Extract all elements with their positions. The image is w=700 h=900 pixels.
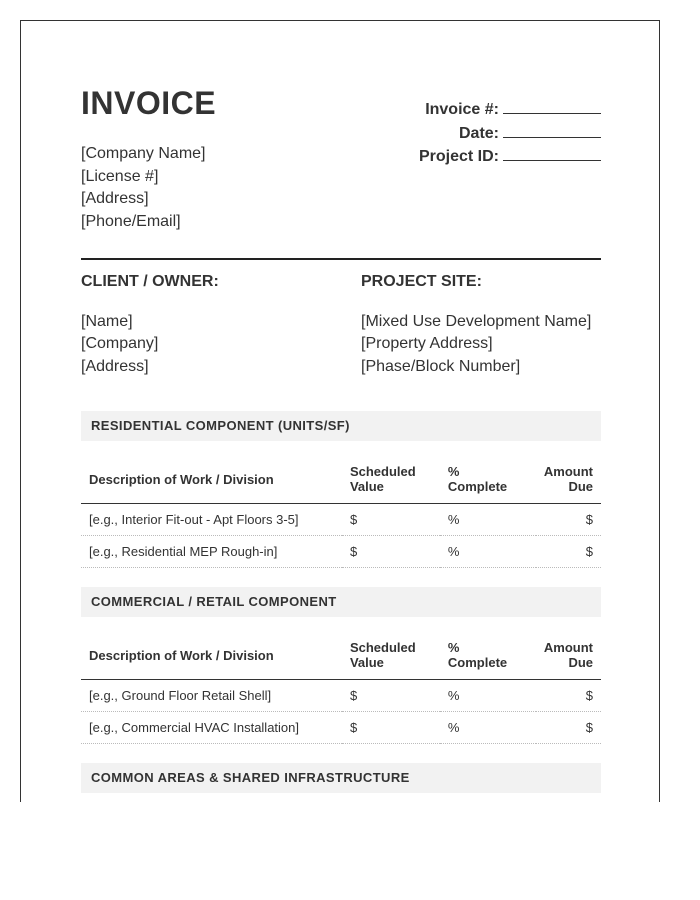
client-company[interactable]: [Company] — [81, 335, 159, 352]
invoice-title: INVOICE — [81, 85, 217, 121]
project-site-heading: PROJECT SITE: — [361, 273, 482, 290]
table-header-row — [81, 631, 601, 680]
row-description[interactable]: [e.g., Interior Fit-out - Apt Floors 3-5] — [81, 504, 342, 536]
column-amount-due — [536, 455, 601, 504]
row-amount-due[interactable]: $ — [536, 712, 601, 744]
column-amount-label: Amount — [543, 640, 593, 655]
section-header-common-areas: COMMON AREAS & SHARED INFRASTRUCTURE — [81, 763, 601, 793]
invoice-number-label: Invoice #: — [425, 101, 499, 118]
client-heading: CLIENT / OWNER: — [81, 273, 219, 290]
column-amount-label: Amount — [543, 464, 593, 479]
row-amount-due[interactable]: $ — [536, 680, 601, 712]
client-address[interactable]: [Address] — [81, 357, 149, 375]
column-description: Description of Work / Division — [81, 455, 342, 504]
column-scheduled-value — [342, 631, 440, 680]
column-percent-label: % — [447, 464, 460, 479]
client-name[interactable]: [Name] — [81, 312, 133, 330]
project-site-phase[interactable]: [Phase/Block Number] — [361, 357, 521, 375]
project-id-row — [419, 145, 601, 169]
project-site-address[interactable]: [Property Address] — [361, 335, 493, 352]
column-amount-due — [536, 631, 601, 680]
project-id-field[interactable] — [503, 145, 601, 161]
invoice-page — [20, 20, 660, 802]
table-row — [81, 536, 601, 568]
invoice-date-row — [419, 122, 601, 146]
row-scheduled-value[interactable]: $ — [342, 504, 440, 536]
row-percent-complete[interactable]: % — [440, 712, 536, 744]
commercial-table — [81, 631, 601, 744]
column-description: Description of Work / Division — [81, 631, 342, 680]
column-complete-label: Complete — [447, 479, 508, 494]
table-row — [81, 504, 601, 536]
column-due-label: Due — [568, 655, 593, 670]
column-complete-label: Complete — [447, 655, 508, 670]
company-info — [81, 143, 206, 233]
section-header-commercial: COMMERCIAL / RETAIL COMPONENT — [81, 587, 601, 617]
header-divider — [81, 258, 601, 260]
project-site-block — [361, 271, 591, 378]
company-license[interactable]: [License #] — [81, 167, 159, 185]
row-percent-complete[interactable]: % — [440, 536, 536, 568]
row-scheduled-value[interactable]: $ — [342, 712, 440, 744]
invoice-meta — [419, 98, 601, 169]
table-row — [81, 712, 601, 744]
column-due-label: Due — [568, 479, 593, 494]
company-address[interactable]: [Address] — [81, 190, 149, 207]
invoice-date-field[interactable] — [503, 122, 601, 138]
invoice-date-label: Date: — [458, 124, 499, 142]
row-scheduled-value[interactable]: $ — [342, 536, 440, 568]
row-amount-due[interactable]: $ — [536, 504, 601, 536]
row-description[interactable]: [e.g., Ground Floor Retail Shell] — [81, 680, 342, 712]
company-contact[interactable]: [Phone/Email] — [81, 212, 181, 230]
column-scheduled-label: Scheduled — [349, 640, 416, 655]
column-value-label: Value — [349, 479, 384, 494]
row-scheduled-value[interactable]: $ — [342, 680, 440, 712]
column-scheduled-label: Scheduled — [349, 464, 416, 479]
column-percent-label: % — [447, 640, 460, 655]
row-description[interactable]: [e.g., Commercial HVAC Installation] — [81, 712, 342, 744]
row-amount-due[interactable]: $ — [536, 536, 601, 568]
project-site-name[interactable]: [Mixed Use Development Name] — [361, 312, 592, 330]
row-percent-complete[interactable]: % — [440, 680, 536, 712]
invoice-number-field[interactable] — [503, 98, 601, 114]
row-description[interactable]: [e.g., Residential MEP Rough-in] — [81, 536, 342, 568]
table-header-row — [81, 455, 601, 504]
column-value-label: Value — [349, 655, 384, 670]
invoice-number-row — [419, 98, 601, 122]
column-percent-complete — [440, 455, 536, 504]
company-name[interactable]: [Company Name] — [81, 145, 206, 162]
row-percent-complete[interactable]: % — [440, 504, 536, 536]
column-percent-complete — [440, 631, 536, 680]
column-scheduled-value — [342, 455, 440, 504]
residential-table — [81, 455, 601, 568]
table-row — [81, 680, 601, 712]
client-block — [81, 271, 219, 378]
project-id-label: Project ID: — [418, 148, 499, 165]
section-header-residential: RESIDENTIAL COMPONENT (UNITS/SF) — [81, 411, 601, 441]
